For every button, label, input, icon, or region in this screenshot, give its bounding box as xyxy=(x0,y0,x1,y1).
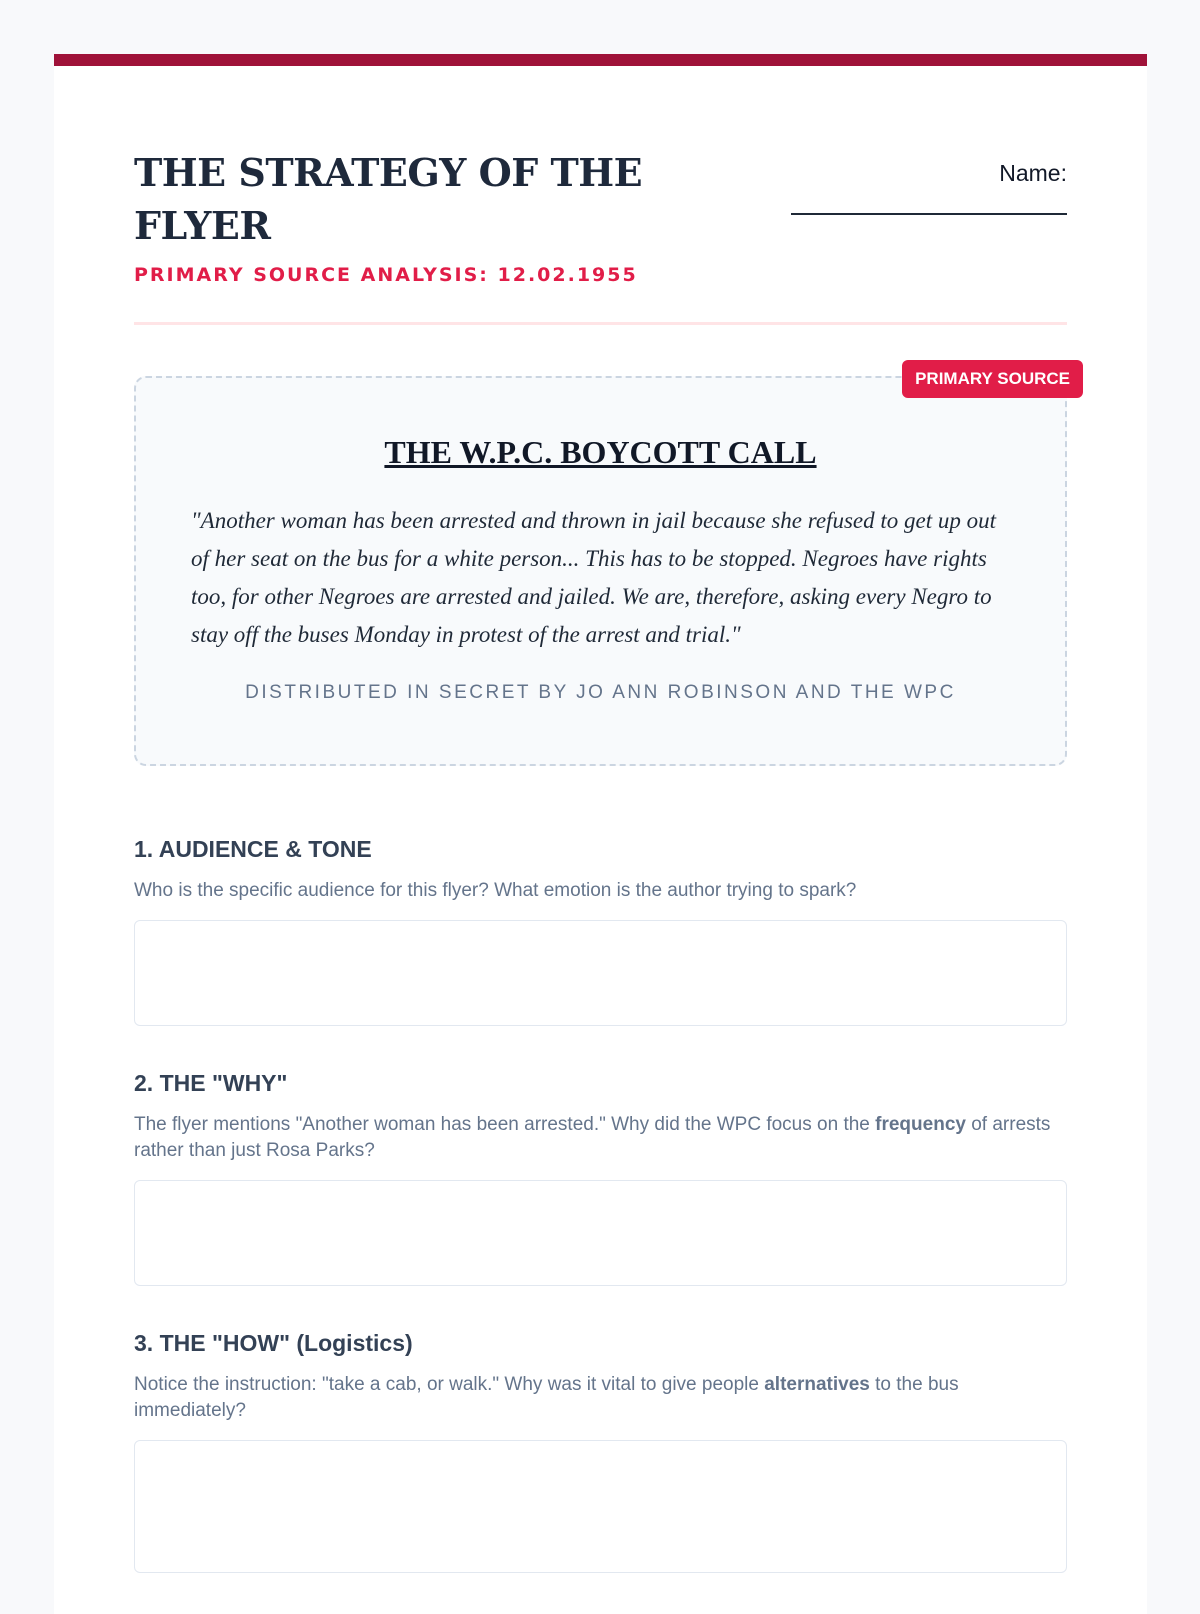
question-title: 3. THE "HOW" (Logistics) xyxy=(134,1330,413,1356)
primary-source-badge: PRIMARY SOURCE xyxy=(902,360,1083,398)
question-prompt: Who is the specific audience for this flyer? What emotion is the author trying to spark? xyxy=(134,880,857,901)
answer-box-1[interactable] xyxy=(134,920,1067,1026)
prompt-emphasis: alternatives xyxy=(764,1374,870,1395)
source-title: THE W.P.C. BOYCOTT CALL xyxy=(384,434,817,470)
question-title: 1. AUDIENCE & TONE xyxy=(134,836,372,862)
question-audience-tone xyxy=(134,834,1067,1026)
name-label: Name: xyxy=(999,160,1067,186)
worksheet-header xyxy=(134,146,1067,336)
prompt-emphasis: frequency xyxy=(875,1114,966,1135)
prompt-text: Notice the instruction: "take a cab, or walk." Why was it vital to give people xyxy=(134,1374,765,1395)
name-field[interactable] xyxy=(791,160,1067,215)
question-title: 2. THE "WHY" xyxy=(134,1070,288,1096)
prompt-text: The flyer mentions "Another woman has been arrested." Why did the WPC focus on the xyxy=(134,1114,876,1135)
question-prompt xyxy=(134,1112,1067,1164)
prompt-text: to the bus immediately? xyxy=(134,1374,959,1421)
question-how-logistics xyxy=(134,1328,1067,1573)
page-subtitle: PRIMARY SOURCE ANALYSIS: 12.02.1955 xyxy=(134,264,638,286)
name-line[interactable] xyxy=(791,187,1067,215)
page-title: THE STRATEGY OF THE FLYER xyxy=(134,150,643,248)
question-prompt xyxy=(134,1372,1067,1424)
primary-source-card xyxy=(134,369,1070,766)
prompt-text: of arrests rather than just Rosa Parks? xyxy=(134,1114,1051,1161)
header-divider xyxy=(134,322,1067,325)
answer-box-2[interactable] xyxy=(134,1180,1067,1286)
source-quote: "Another woman has been arrested and thrown in jail because she refused to get up out of her seat on the bus for a white person... This has to be stopped. Negroes have rights too, for other Negroes are arrested and jailed. We are, therefore, asking every Negro to stay off the buses Monday in protest of the arrest and trial." xyxy=(191,508,996,647)
worksheet-page xyxy=(54,54,1147,1614)
question-why xyxy=(134,1068,1067,1286)
answer-box-3[interactable] xyxy=(134,1440,1067,1573)
source-credit: DISTRIBUTED IN SECRET BY JO ANN ROBINSON AND THE WPC xyxy=(245,682,956,703)
